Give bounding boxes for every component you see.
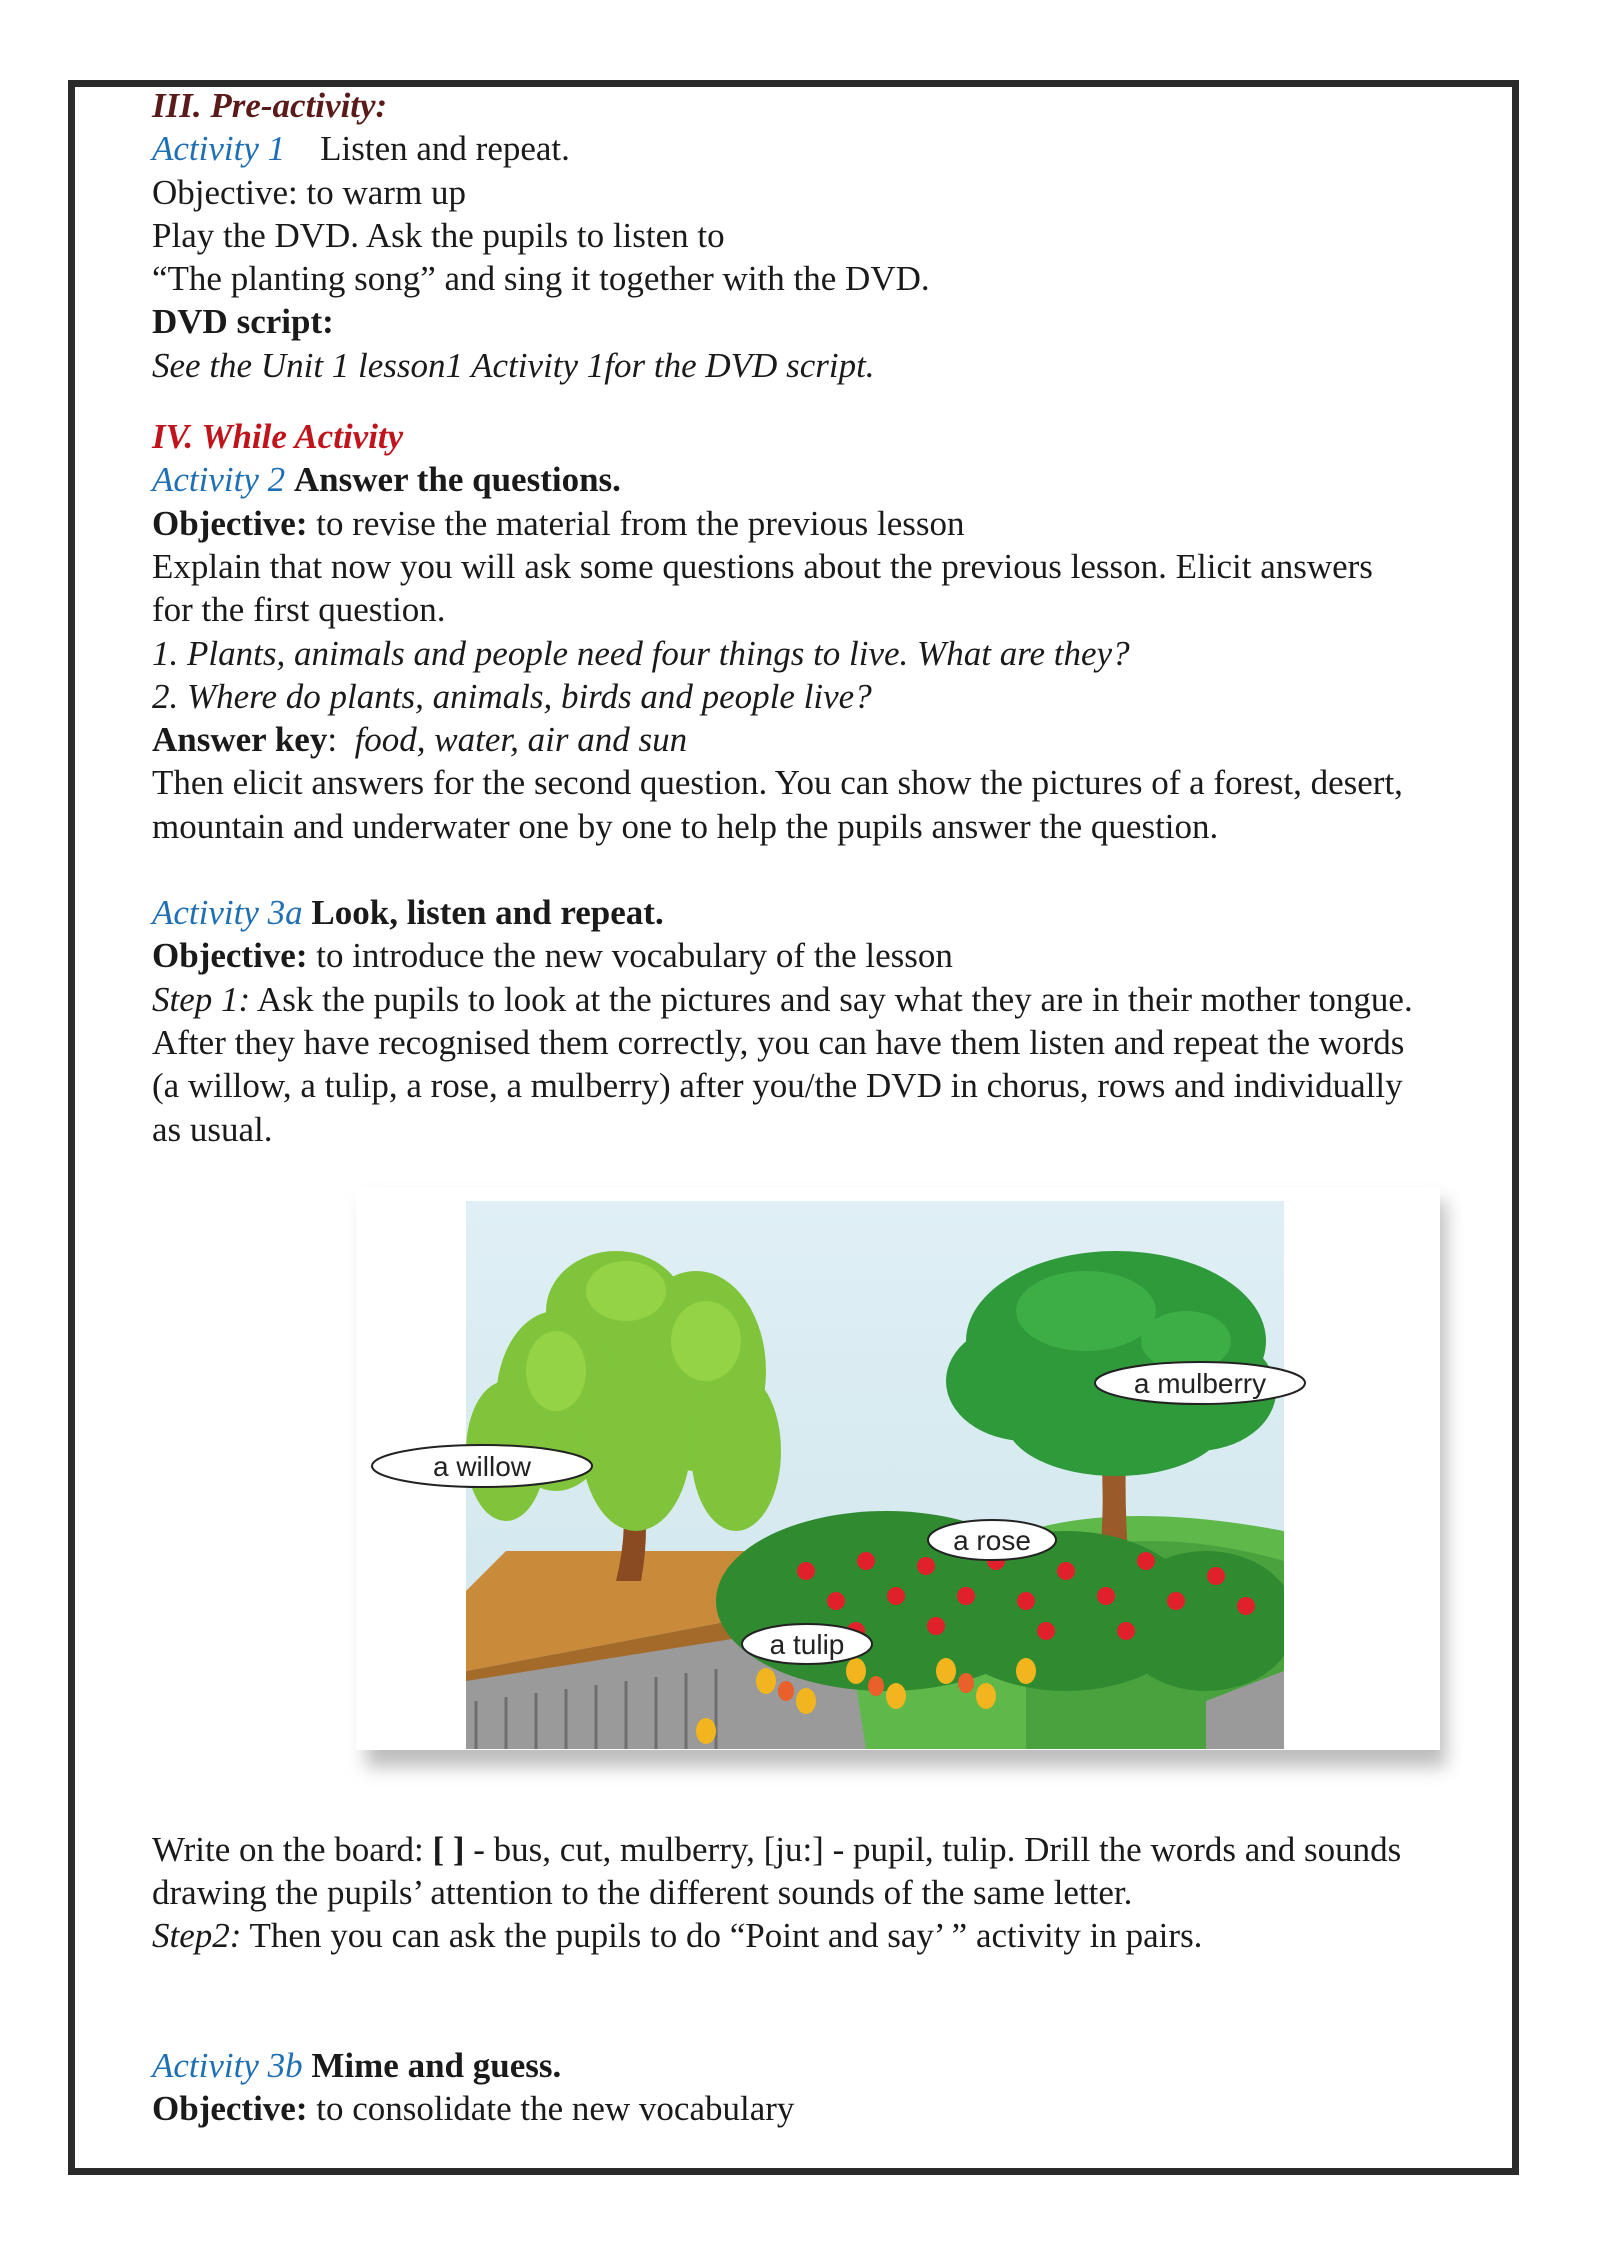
answer-key-label: Answer key [152,720,328,760]
activity-2-explain-1: Explain that now you will ask some questions about the previous lesson. Elicit answers [152,546,1373,586]
activity-1-line [152,127,1512,170]
objective-label: Objective: [152,503,308,543]
board-rest: - bus, cut, mulberry, [ju:] - pupil, tulip. Drill the words and sounds [464,1829,1402,1869]
label-overlay [356,1187,1440,1750]
label-rose [928,1520,1056,1560]
activity-1-objective: Objective: to warm up [152,172,466,212]
label-tulip [742,1624,872,1664]
activity-2-then-2: mountain and underwater one by one to help the pupils answer the question. [152,806,1219,846]
label-rose-text: a rose [953,1524,1031,1556]
activity-2-objective [152,502,1512,545]
step-2-label: Step2: [152,1916,242,1956]
section-heading-pre-activity: III. Pre-activity: [152,86,388,125]
objective-text: to revise the material from the previous lesson [316,503,965,543]
activity-2-label: Activity 2 [152,460,286,500]
activity-3a-label: Activity 3a [152,893,303,933]
activity-3b-line [152,2044,1512,2087]
question-1: 1. Plants, animals and people need four things to live. What are they? [152,633,1130,673]
step-1-line-3: (a willow, a tulip, a rose, a mulberry) after you/the DVD in chorus, rows and individually [152,1066,1403,1106]
lesson-plan-content [152,84,1512,2130]
activity-3a-title: Look, listen and repeat. [311,893,664,933]
activity-3a-objective [152,934,1512,977]
dvd-script-heading: DVD script: [152,302,334,342]
step-1-line [152,978,1512,1021]
question-2: 2. Where do plants, animals, birds and people live? [152,676,872,716]
objective-text: to consolidate the new vocabulary [316,2089,795,2129]
label-tulip-text: a tulip [769,1628,845,1660]
activity-3b-label: Activity 3b [152,2045,303,2085]
label-mulberry-text: a mulberry [1133,1367,1267,1399]
activity-2-then-1: Then elicit answers for the second question. You can show the pictures of a forest, desert, [152,763,1403,803]
answer-key-colon: : [327,720,338,760]
step-1-line-2: After they have recognised them correctly, you can have them listen and repeat the words [152,1022,1405,1062]
step-2-line [152,1914,1512,1957]
activity-1-instruction-2: “The planting song” and sing it together with the DVD. [152,259,930,299]
step-1-line-4: as usual. [152,1109,273,1149]
activity-1-instruction-1: Play the DVD. Ask the pupils to listen to [152,215,725,255]
section-heading-while-activity: IV. While Activity [152,417,404,457]
activity-3b-objective [152,2087,1512,2130]
board-prefix: Write on the board: [152,1829,433,1869]
label-willow [372,1445,592,1487]
vocabulary-illustration [356,1187,1440,1750]
label-mulberry [1095,1362,1305,1404]
activity-3b-title: Mime and guess. [311,2045,562,2085]
activity-2-line [152,458,1512,501]
answer-key-text: food, water, air and sun [354,720,688,760]
activity-3a-line [152,891,1512,934]
objective-text: to introduce the new vocabulary of the lesson [316,936,953,976]
step-2-text: Then you can ask the pupils to do “Point and say’ ” activity in pairs. [241,1916,1203,1956]
activity-2-explain-2: for the first question. [152,590,446,630]
activity-1-label: Activity 1 [152,129,286,169]
step-1-label: Step 1: [152,979,251,1019]
activity-2-title: Answer the questions. [293,460,621,500]
label-willow-text: a willow [432,1450,532,1482]
step-1-text: Ask the pupils to look at the pictures and say what they are in their mother tongue. [257,979,1413,1019]
board-line-2: drawing the pupils’ attention to the different sounds of the same letter. [152,1873,1133,1913]
dvd-script-text: See the Unit 1 lesson1 Activity 1for the DVD script. [152,345,875,385]
activity-1-title: Listen and repeat. [320,129,570,169]
objective-label: Objective: [152,936,308,976]
board-line-1 [152,1828,1512,1871]
answer-key-line [152,718,1512,761]
board-symbol: [ ] [432,1829,465,1869]
objective-label: Objective: [152,2089,308,2129]
